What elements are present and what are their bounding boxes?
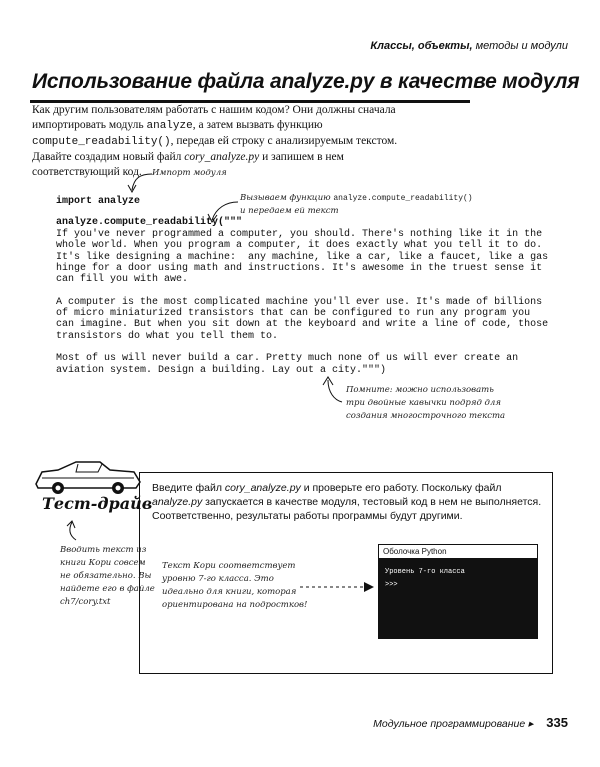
arrow-quotes-icon	[312, 374, 346, 406]
side-note-1: Вводить текст из	[60, 545, 147, 555]
td-text-1: Введите файл	[152, 482, 225, 494]
code-line: transistors do what you tell them to.	[56, 330, 279, 342]
side-note-4: найдете его в файле	[60, 584, 155, 594]
code-line: If you've never programmed a computer, you should. There's nothing like it in the	[56, 229, 543, 240]
code-line: can imagine. But when you sit down at the keyboard and write a line of code, those	[56, 319, 549, 331]
note-import: Импорт модуля	[152, 168, 227, 178]
intro-text-2: , а затем вызвать функцию	[192, 119, 323, 131]
page-number: 335	[546, 715, 568, 730]
note-call-fn: analyze.compute_readability()	[333, 194, 473, 203]
td-file: cory_analyze.py	[224, 482, 301, 494]
shell-output-area[interactable]	[379, 559, 537, 638]
intro-text-1: Как другим пользователям работать с нашим кодом? Они должны сначала импортировать модуль	[32, 104, 396, 131]
intro-text-3: , передав ей строку с анализируемым текстом. Давайте создадим новый файл	[32, 135, 398, 163]
code-body	[56, 229, 548, 376]
note-quotes-2: три двойные кавычки подряд для	[346, 398, 501, 408]
footer-chapter: Модульное программирование	[373, 718, 526, 730]
code-line	[56, 342, 548, 353]
level-note-1: Текст Кори соответствует	[162, 561, 296, 571]
note-call-1: Вызываем функцию	[240, 193, 334, 203]
code-line: of micro miniaturized transistors that can be configured to run any program you	[56, 308, 531, 320]
note-quotes	[346, 384, 505, 423]
footer-arrow-icon: ▸	[528, 718, 534, 730]
code-line: Most of us will never build a car. Pretty much none of us will ever create an	[56, 353, 519, 365]
arrow-import-icon	[112, 170, 156, 196]
intro-file-name: cory_analyze.py	[184, 151, 260, 163]
td-file2: analyze.py	[152, 496, 203, 508]
arrow-sidenote-icon	[62, 520, 82, 542]
level-note-4: ориентирована на подростков!	[162, 600, 308, 610]
code-call-text: analyze.compute_readability("""	[56, 217, 243, 228]
side-note-3: не обязательно. Вы	[60, 571, 152, 581]
td-text-2: и проверьте его работу. Поскольку файл	[300, 482, 502, 494]
header-bold: Классы, объекты,	[370, 40, 473, 52]
code-line: aviation system. Design a building. Lay out a city.""")	[56, 364, 387, 376]
title-file: analyze.py	[270, 70, 375, 93]
shell-output-line: Уровень 7-го класса	[385, 568, 465, 576]
code-line: hinge for a door using math and instructions. It's awesome in the truest sense it	[56, 262, 543, 274]
code-line: A computer is the most complicated machine you'll ever use. It's made of billions	[56, 296, 543, 308]
running-header	[370, 40, 568, 52]
arrow-level-icon	[298, 580, 378, 594]
test-drive-label: Тест-драйв	[42, 494, 153, 513]
code-import-line	[56, 196, 140, 207]
intro-module-name: analyze	[146, 120, 193, 132]
code-line	[56, 285, 548, 296]
shell-title: Оболочка Python	[379, 545, 537, 559]
note-quotes-1: Помните: можно использовать	[346, 385, 494, 395]
intro-text-4: и запишем в нем соответствующий код.	[32, 151, 344, 178]
page-footer	[373, 715, 568, 730]
title-prefix: Использование файла	[32, 70, 271, 93]
note-call	[240, 192, 473, 218]
code-line: can fill you with awe.	[56, 274, 189, 286]
intro-function-name: compute_readability()	[32, 136, 171, 148]
code-line: whole world. When you program a computer, it does exactly what you tell it to do.	[56, 240, 543, 252]
level-note-3: идеально для книги, которая	[162, 587, 297, 597]
title-suffix: в качестве модуля	[374, 70, 580, 93]
shell-prompt: >>>	[385, 581, 398, 589]
note-call-2: и передаем ей текст	[240, 206, 339, 216]
level-note	[162, 560, 307, 612]
code-line: It's like designing a machine: any machine, like a car, like a faucet, like a gas	[56, 251, 549, 263]
side-note-5: ch7/cory.txt	[60, 597, 111, 607]
note-quotes-3: создания многострочного текста	[346, 411, 506, 421]
td-text-3: запускается в качестве модуля, тестовый код в нем не выполняется. Соответственно, результаты работы программы будут другими.	[152, 496, 542, 522]
code-call-line	[56, 217, 242, 228]
side-note	[60, 544, 155, 609]
side-note-2: книги Кори совсем	[60, 558, 146, 568]
code-import-text: import analyze	[56, 196, 141, 207]
header-rest: методы и модули	[472, 40, 568, 52]
python-shell-window	[378, 544, 538, 639]
test-drive-text	[152, 481, 544, 523]
page-title	[32, 70, 579, 94]
level-note-2: уровню 7-го класса. Это	[162, 574, 274, 584]
